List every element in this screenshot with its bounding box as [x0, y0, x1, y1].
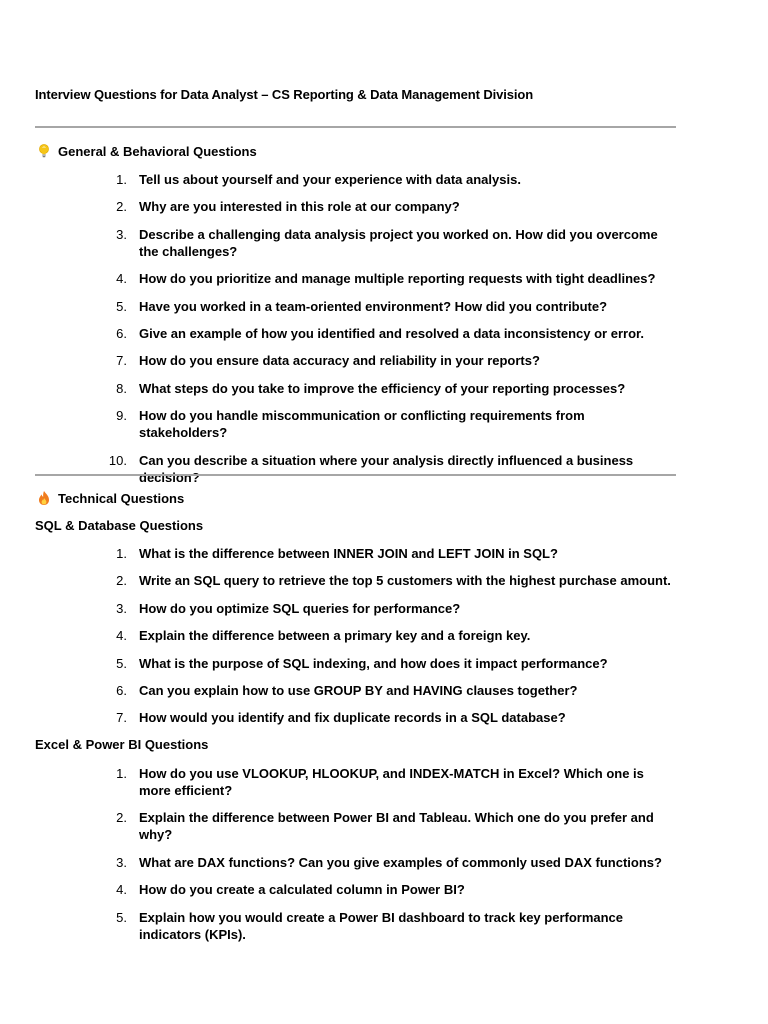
question-text: Write an SQL query to retrieve the top 5 customers with the highest purchase amount.: [139, 573, 671, 589]
question-text: What is the difference between INNER JOIN and LEFT JOIN in SQL?: [139, 546, 558, 561]
list-number: 5.: [116, 298, 127, 314]
excel-powerbi-subsection-heading: Excel & Power BI Questions: [35, 737, 209, 752]
lightbulb-icon: [35, 143, 53, 159]
list-number: 2.: [116, 573, 127, 589]
list-number: 5.: [116, 655, 127, 671]
list-item: [105, 325, 675, 342]
technical-section-title: Technical Questions: [58, 490, 185, 506]
question-text: How do you optimize SQL queries for performance?: [139, 600, 461, 616]
list-number: 4.: [116, 271, 127, 287]
list-item: [105, 627, 675, 644]
question-text: How do you use VLOOKUP, HLOOKUP, and INDEX-MATCH in Excel? Which one is more efficient?: [139, 766, 644, 798]
question-text: Explain the difference between a primary key and a foreign key.: [139, 628, 531, 644]
list-item: [105, 226, 675, 260]
question-text: Explain the difference between Power BI and Tableau. Which one do you prefer and why?: [139, 810, 654, 843]
question-text: What is the purpose of SQL indexing, and how does it impact performance?: [139, 655, 608, 671]
list-item: [105, 198, 675, 215]
general-section-title: General & Behavioral Questions: [58, 143, 257, 159]
horizontal-divider: [35, 126, 676, 128]
question-text: Why are you interested in this role at our company?: [139, 199, 460, 215]
list-number: 6.: [116, 682, 127, 698]
document-title: Interview Questions for Data Analyst – CS Reporting & Data Management Division: [35, 87, 534, 102]
list-number: 4.: [116, 628, 127, 644]
list-item: [105, 655, 675, 672]
list-item: [105, 545, 675, 562]
list-item: [105, 709, 675, 726]
list-number: 10.: [108, 452, 127, 468]
question-text: What steps do you take to improve the efficiency of your reporting processes?: [139, 380, 626, 396]
list-number: 8.: [116, 380, 127, 396]
fire-icon: [35, 490, 53, 506]
question-text: What are DAX functions? Can you give examples of commonly used DAX functions?: [139, 854, 662, 870]
list-item: [105, 854, 675, 871]
list-item: [105, 380, 675, 397]
question-text: Have you worked in a team-oriented environment? How did you contribute?: [139, 298, 608, 314]
list-item: [105, 298, 675, 315]
list-number: 1.: [116, 766, 127, 781]
general-question-list: [105, 171, 675, 496]
list-number: 7.: [116, 710, 127, 726]
list-item: [105, 352, 675, 369]
question-text: How would you identify and fix duplicate records in a SQL database?: [139, 710, 566, 726]
question-text: Explain how you would create a Power BI dashboard to track key performance indicators (KPIs).: [139, 909, 624, 942]
list-item: [105, 909, 675, 943]
list-item: [105, 572, 675, 589]
list-number: 2.: [116, 199, 127, 215]
list-item: [105, 600, 675, 617]
question-text: Give an example of how you identified and resolved a data inconsistency or error.: [139, 325, 644, 341]
list-number: 9.: [116, 408, 127, 424]
list-number: 1.: [116, 172, 127, 187]
list-item: [105, 407, 675, 441]
question-text: Tell us about yourself and your experience with data analysis.: [139, 172, 521, 187]
list-number: 2.: [116, 810, 127, 826]
sql-subsection-heading: SQL & Database Questions: [35, 518, 204, 533]
question-text: How do you create a calculated column in Power BI?: [139, 882, 465, 898]
list-item: [105, 682, 675, 699]
list-number: 6.: [116, 325, 127, 341]
list-item: [105, 809, 675, 843]
question-text: How do you handle miscommunication or conflicting requirements from stakeholders?: [139, 408, 585, 441]
list-item: [105, 270, 675, 287]
question-text: Can you describe a situation where your analysis directly influenced a business decision?: [139, 452, 634, 485]
technical-section-heading: [35, 490, 184, 506]
question-text: How do you prioritize and manage multiple reporting requests with tight deadlines?: [139, 271, 656, 287]
list-number: 3.: [116, 226, 127, 242]
list-number: 3.: [116, 854, 127, 870]
list-number: 3.: [116, 600, 127, 616]
question-text: Describe a challenging data analysis project you worked on. How did you overcome the challenges?: [139, 226, 658, 259]
list-item: [105, 452, 675, 486]
list-item: [105, 765, 675, 799]
list-item: [105, 881, 675, 898]
sql-question-list: [105, 545, 675, 737]
horizontal-divider: [35, 474, 676, 476]
list-number: 4.: [116, 882, 127, 898]
general-section-heading: [35, 143, 257, 159]
list-item: [105, 171, 675, 188]
list-number: 7.: [116, 353, 127, 369]
list-number: 5.: [116, 909, 127, 925]
excel-powerbi-question-list: [105, 765, 675, 953]
question-text: How do you ensure data accuracy and reliability in your reports?: [139, 353, 540, 369]
question-text: Can you explain how to use GROUP BY and HAVING clauses together?: [139, 682, 578, 698]
list-number: 1.: [116, 546, 127, 561]
